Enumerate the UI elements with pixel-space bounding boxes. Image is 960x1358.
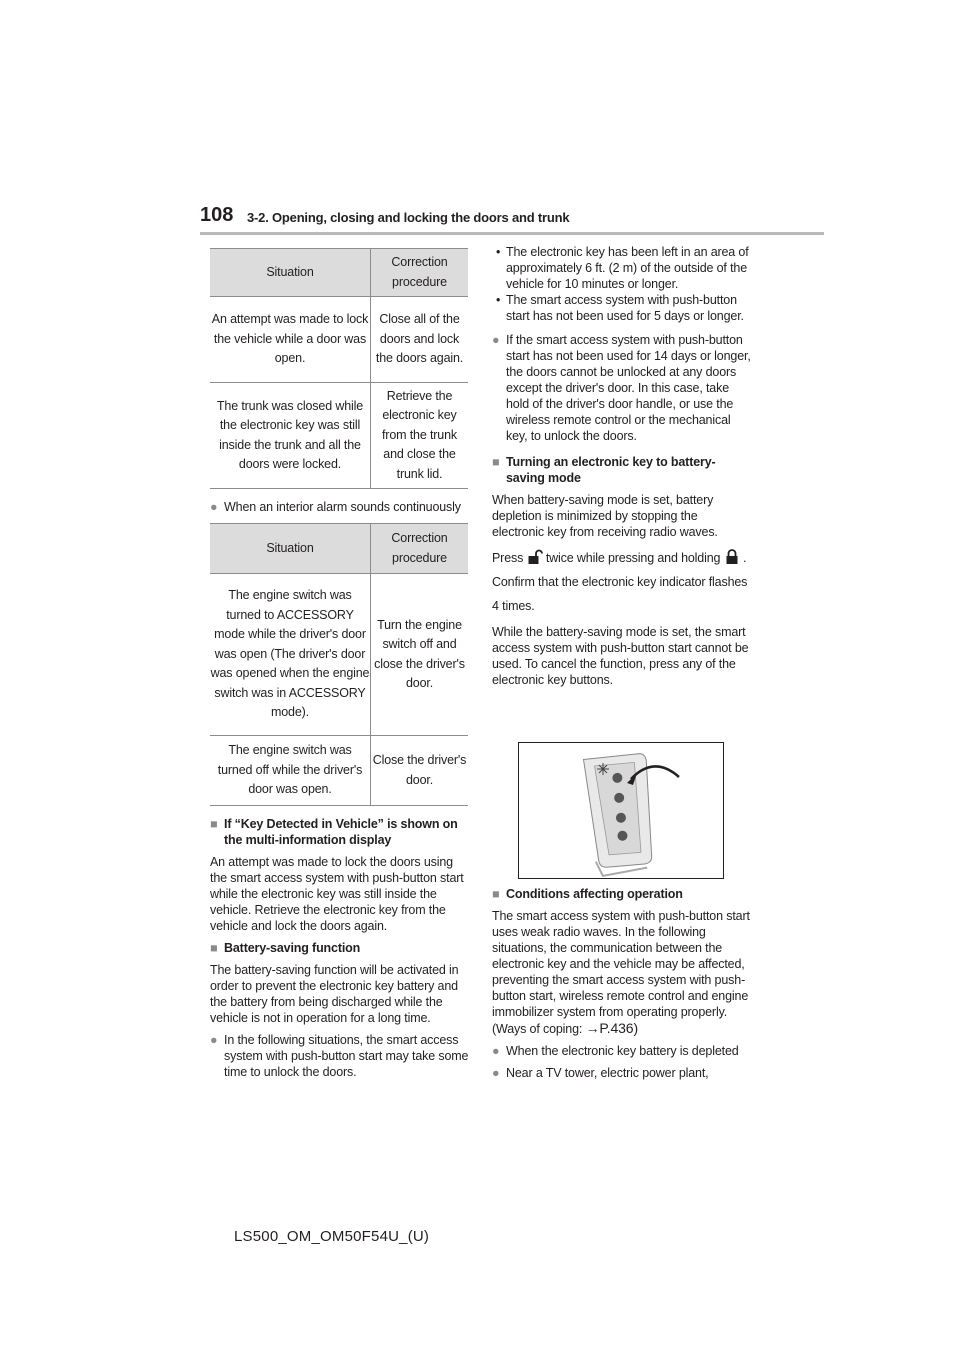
bullet-battery-situations: ● In the following situations, the smart access system with push-button start may take some time to unlock the doors. [210,1033,469,1079]
sub-bullet-not-used-5-days: • The smart access system with push-button start has not been used for 5 days or longer. [496,293,744,323]
header-rule [200,232,824,235]
heading-battery-saving-mode: ■ Turning an electronic key to battery-saving mode [492,455,716,485]
bullet-interior-alarm: ● When an interior alarm sounds continuously [210,500,461,514]
left-column [210,248,470,1086]
sub-bullet-key-left: • The electronic key has been left in an area of approximately 6 ft. (2 m) of the outside of the vehicle for 10 minutes or longer. [496,245,749,291]
lock-icon [724,549,740,565]
footer-manual-code: LS500_OM_OM50F54U_(U) [234,1228,430,1245]
heading-key-detected: ■ If “Key Detected in Vehicle” is shown on the multi-information display [210,817,458,847]
section-title: 3-2. Opening, closing and locking the doors and trunk [247,210,570,225]
table-door-situations [210,248,468,489]
table-header-correction: Correction procedure [371,249,469,297]
square-marker-icon: ■ [492,455,500,469]
heading-conditions: ■ Conditions affecting operation [492,887,683,901]
heading-battery-saving: ■ Battery-saving function [210,941,361,955]
table-header-situation: Situation [210,249,371,297]
table-header-correction: Correction procedure [371,524,469,574]
table-cell-situation: An attempt was made to lock the vehicle while a door was open. [210,297,371,383]
square-marker-icon: ■ [492,887,500,901]
table-cell-correction: Retrieve the electronic key from the trunk and close the trunk lid. [371,383,469,489]
table-cell-correction: Turn the engine switch off and close the driver's door. [371,574,469,736]
table-cell-situation: The trunk was closed while the electronic key was still inside the trunk and all the doors were locked. [210,383,371,489]
square-marker-icon: ■ [210,817,218,831]
bullet-not-used-14-days: ● If the smart access system with push-button start has not been used for 14 days or longer, the doors cannot be unlocked at any doors except the driver's door. In this case, take hold of the driver's door handle, or use the wireless remote control or the mechanical key, to unlock the doors. [492,333,751,443]
right-column [492,244,752,694]
bullet-dot-icon: ● [210,1033,218,1047]
battery-saving-text: The battery-saving function will be activated in order to prevent the electronic key battery and the battery from being discharged while the vehicle is not in operation for a long time. [210,963,459,1025]
table-alarm-situations [210,523,468,806]
bullet-dot-icon: ● [492,1044,500,1058]
page-reference-link[interactable]: →P.436) [585,1020,638,1036]
table-cell-correction: Close all of the doors and lock the doors again. [371,297,469,383]
bullet-dot-icon: ● [492,1066,500,1080]
bullet-near-tv-tower: ● Near a TV tower, electric power plant, [492,1066,709,1080]
page-number: 108 [200,204,234,226]
bullet-dot-icon: ● [492,333,500,347]
bullet-battery-depleted: ● When the electronic key battery is depleted [492,1044,739,1058]
conditions-section [492,886,752,1087]
key-detected-text: An attempt was made to lock the doors using the smart access system with push-button start while the electronic key was still inside the vehicle. Retrieve the electronic key from the vehicle and lock the doors again. [210,855,464,933]
conditions-text: The smart access system with push-button start uses weak radio waves. In the following situations, the communication between the electronic key and the vehicle may be affected, preventing the smart access system with push-button start, wireless remote control and engine immobilizer system from operating properly. (Ways of coping: →P.436) [492,909,750,1036]
electronic-key-illustration [518,742,724,879]
square-marker-icon: ■ [210,941,218,955]
battery-saving-mode-cancel-text: While the battery-saving mode is set, the smart access system with push-button start cannot be used. To cancel the function, press any of the electronic key buttons. [492,625,749,687]
unlock-icon [527,549,543,565]
table-cell-correction: Close the driver's door. [371,736,469,806]
electronic-key-image [519,743,723,878]
bullet-dot-icon: ● [210,500,218,514]
press-instruction: Press twice while pressing and holding . Confirm that the electronic key indicator flashes 4 times. [492,551,748,613]
table-cell-situation: The engine switch was turned off while the driver's door was open. [210,736,371,806]
table-header-situation: Situation [210,524,371,574]
table-cell-situation: The engine switch was turned to ACCESSORY mode while the driver's door was open (The driver's door was opened when the engine switch was in ACCESSORY mode). [210,574,371,736]
battery-saving-mode-text: When battery-saving mode is set, battery depletion is minimized by stopping the electronic key from receiving radio waves. [492,493,718,539]
